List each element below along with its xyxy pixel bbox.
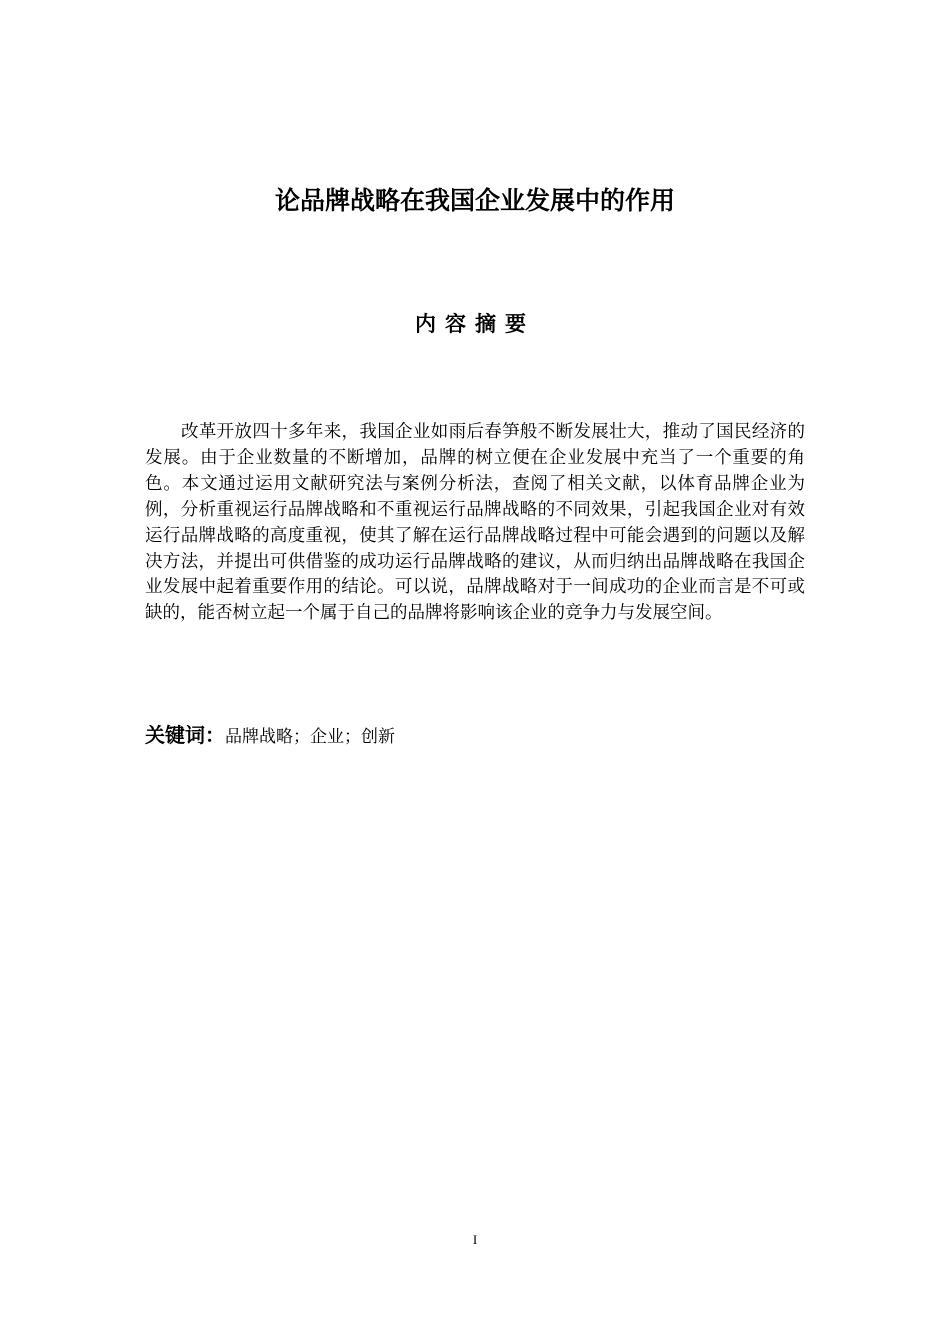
abstract-body: 改革开放四十多年来，我国企业如雨后春笋般不断发展壮大，推动了国民经济的发展。由于企业数量的不断增加，品牌的树立便在企业发展中充当了一个重要的角色。本文通过运用文献研究法与案例分析法，查阅了相关文献，以体育品牌企业为例，分析重视运行品牌战略和不重视运行品牌战略的不同效果，引起我国企业对有效运行品牌战略的高度重视，使其了解在运行品牌战略过程中可能会遇到的问题以及解决方法，并提出可供借鉴的成功运行品牌战略的建议，从而归纳出品牌战略在我国企业发展中起着重要作用的结论。可以说，品牌战略对于一间成功的企业而言是不可或缺的，能否树立起一个属于自己的品牌将影响该企业的竞争力与发展空间。	[145, 422, 805, 624]
keywords-value: 品牌战略；企业；创新	[225, 727, 395, 747]
keywords-label: 关键词：	[145, 723, 225, 747]
page-number: I	[472, 1232, 478, 1247]
document-title: 论品牌战略在我国企业发展中的作用	[274, 186, 675, 215]
keywords-line	[145, 720, 805, 753]
abstract-heading: 内容摘要	[415, 312, 535, 336]
